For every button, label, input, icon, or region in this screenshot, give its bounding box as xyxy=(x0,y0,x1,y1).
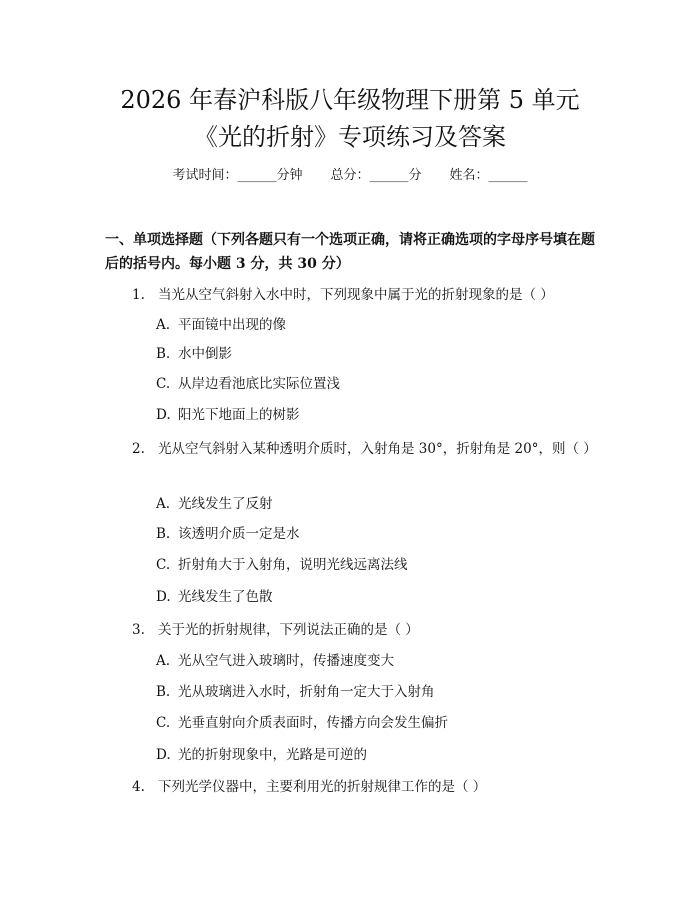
option-letter: D. xyxy=(156,407,171,423)
option-letter: B. xyxy=(156,684,171,700)
question-stem: 当光从空气斜射入水中时，下列现象中属于光的折射现象的是（ ） xyxy=(158,287,554,303)
question-3-option-c xyxy=(156,712,596,734)
option-letter: C. xyxy=(156,376,171,392)
option-text: 折射角大于入射角，说明光线远离法线 xyxy=(178,557,408,573)
question-4 xyxy=(105,775,597,799)
exam-time-field: 考试时间：______分钟 xyxy=(172,168,303,183)
question-3-option-a xyxy=(156,650,596,672)
question-2 xyxy=(105,437,597,461)
option-letter: C. xyxy=(156,715,171,731)
question-3-option-d xyxy=(156,744,596,766)
question-1-option-b xyxy=(156,343,596,365)
section-heading-single-choice: 一、单项选择题（下列各题只有一个选项正确，请将正确选项的字母序号填在题后的括号内。每小题 3 分，共 30 分） xyxy=(105,232,595,272)
question-stem: 下列光学仪器中，主要利用光的折射规律工作的是（ ） xyxy=(158,779,487,795)
question-stem: 关于光的折射规律，下列说法正确的是（ ） xyxy=(158,622,419,638)
question-2-option-a xyxy=(156,493,596,515)
option-letter: D. xyxy=(156,589,171,605)
question-number: 1. xyxy=(132,287,145,303)
question-stem: 光从空气斜射入某种透明介质时，入射角是 30°，折射角是 20°，则（ ） xyxy=(158,441,597,457)
option-text: 水中倒影 xyxy=(178,346,232,362)
option-letter: B. xyxy=(156,526,171,542)
option-text: 该透明介质一定是水 xyxy=(178,526,300,542)
option-text: 平面镜中出现的像 xyxy=(178,317,286,333)
option-text: 光从玻璃进入水时，折射角一定大于入射角 xyxy=(178,684,435,700)
exam-info xyxy=(0,166,700,186)
student-name-field: 姓名：______ xyxy=(449,168,528,183)
question-number: 3. xyxy=(132,622,145,638)
option-text: 从岸边看池底比实际位置浅 xyxy=(178,376,340,392)
question-1-option-c xyxy=(156,373,596,395)
option-text: 光从空气进入玻璃时，传播速度变大 xyxy=(178,653,394,669)
option-letter: C. xyxy=(156,557,171,573)
option-text: 光垂直射向介质表面时，传播方向会发生偏折 xyxy=(178,715,448,731)
question-1 xyxy=(105,283,597,307)
question-1-option-a xyxy=(156,314,596,336)
question-number: 2. xyxy=(132,441,145,457)
total-score-field: 总分：______分 xyxy=(330,168,422,183)
document-title-line-2: 《光的折射》专项练习及答案 xyxy=(194,123,506,151)
option-text: 阳光下地面上的树影 xyxy=(178,407,300,423)
question-1-option-d xyxy=(156,404,596,426)
question-3-option-b xyxy=(156,681,596,703)
option-text: 光线发生了色散 xyxy=(178,589,273,605)
option-letter: A. xyxy=(156,317,171,333)
question-2-option-c xyxy=(156,554,596,576)
document-title-line-1: 2026 年春沪科版八年级物理下册第 5 单元 xyxy=(120,86,580,114)
option-text: 光的折射现象中，光路是可逆的 xyxy=(178,747,367,763)
question-3 xyxy=(105,618,597,642)
option-letter: B. xyxy=(156,346,171,362)
option-text: 光线发生了反射 xyxy=(178,496,273,512)
option-letter: A. xyxy=(156,653,171,669)
option-letter: A. xyxy=(156,496,171,512)
question-2-option-d xyxy=(156,586,596,608)
question-number: 4. xyxy=(132,779,145,795)
option-letter: D. xyxy=(156,747,171,763)
question-2-option-b xyxy=(156,523,596,545)
